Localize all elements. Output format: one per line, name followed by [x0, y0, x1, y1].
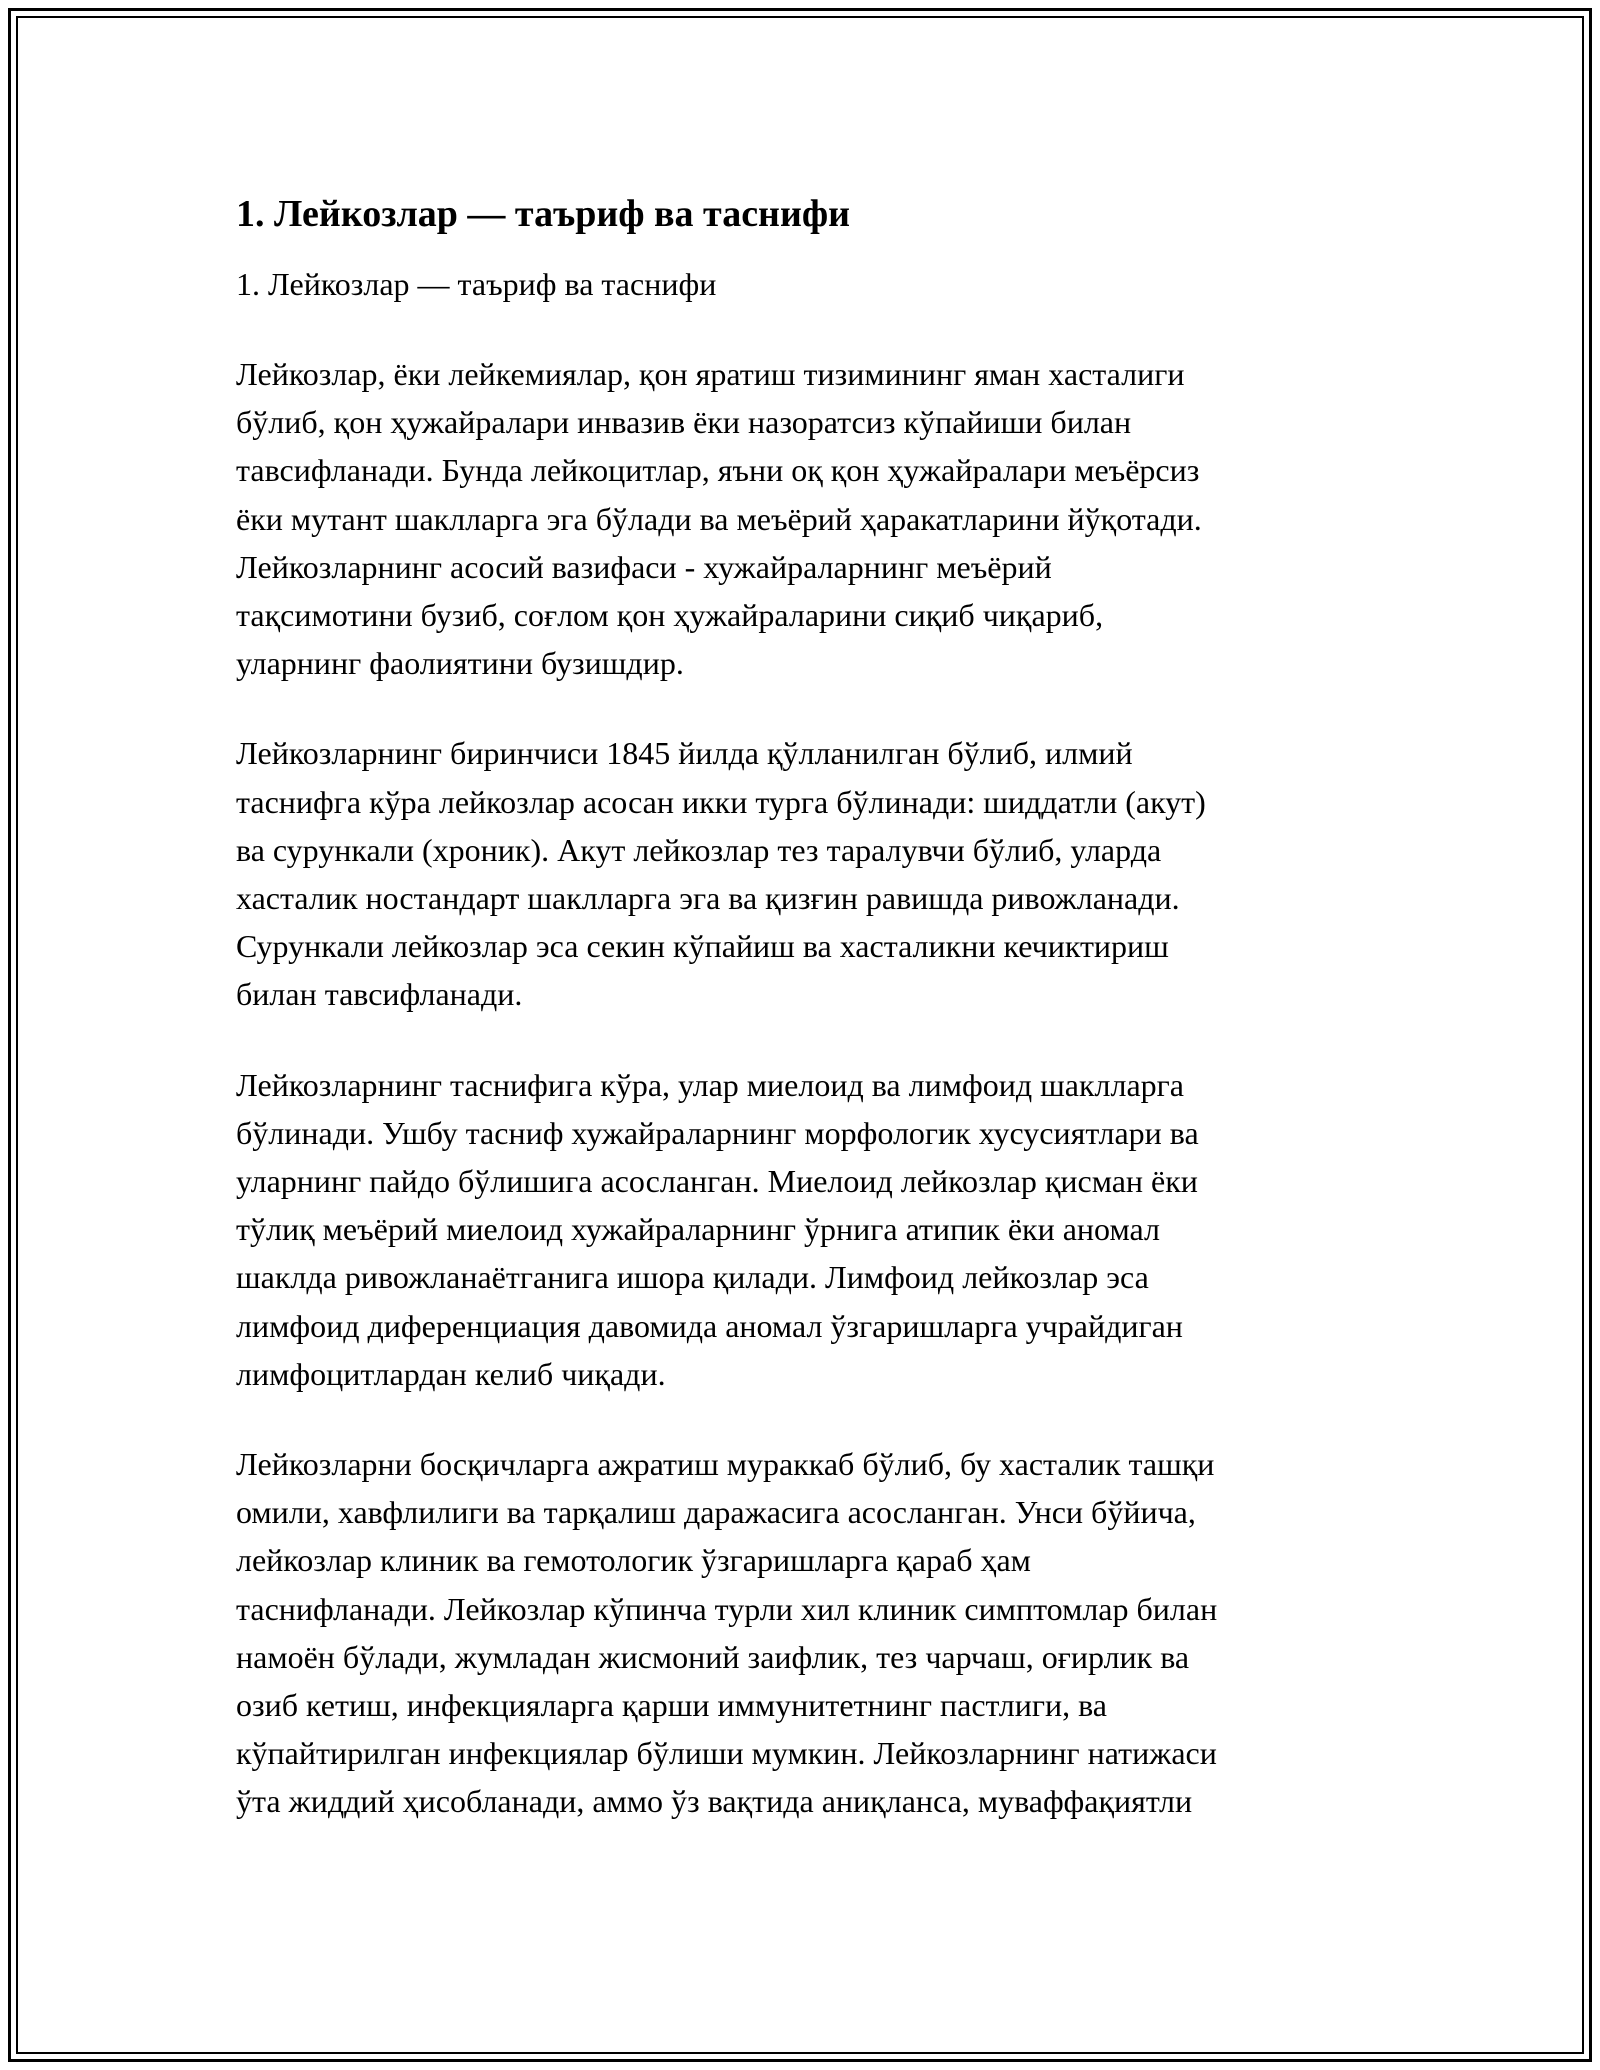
paragraph-stages: Лейкозларни босқичларга ажратиш мураккаб бўлиб, бу хасталик ташқи омили, хавфлилиги ва тарқалиш даражасига асосланган. Унси бўйича, лейкозлар клиник ва гемотологик ўзгаришларга қараб ҳам таснифланади. Лейкозлар кўпинча турли хил клиник симптомлар билан намоён бўлади, жумладан жисмоний заифлик, тез чарчаш, оғирлик ва озиб кетиш, инфекцияларга қарши иммунитетнинг пастлиги, ва кўпайтирилган инфекциялар бўлиши мумкин. Лейкозларнинг натижаси ўта жиддий ҳисобланади, аммо ўз вақтида аниқланса, муваффақиятли	[236, 1446, 1218, 1820]
section-subheading: 1. Лейкозлар — таъриф ва таснифи	[236, 266, 717, 302]
paragraph-classification: Лейкозларнинг таснифига кўра, улар миелоид ва лимфоид шаклларга бўлинади. Ушбу тасниф хужайраларнинг морфологик хусусиятлари ва уларнинг пайдо бўлишига асосланган. Миелоид лейкозлар қисман ёки тўлиқ меъёрий миелоид хужайраларнинг ўрнига атипик ёки аномал шаклда ривожланаётганига ишора қилади. Лимфоид лейкозлар эса лимфоид диференциация давомида аномал ўзгаришларга учрайдиган лимфоцитлардан келиб чиқади.	[236, 1066, 1199, 1392]
section-heading: 1. Лейкозлар — таъриф ва таснифи	[236, 193, 851, 235]
paragraph-types: Лейкозларнинг биринчиси 1845 йилда қўлланилган бўлиб, илмий таснифга кўра лейкозлар асосан икки турга бўлинади: шиддатли (акут) ва сурункали (хроник). Акут лейкозлар тез таралувчи бўлиб, уларда хасталик ностандарт шаклларга эга ва қизғин равишда ривожланади. Сурункали лейкозлар эса секин кўпайиш ва хасталикни кечиктириш билан тавсифланади.	[236, 735, 1206, 1013]
paragraph-definition: Лейкозлар, ёки лейкемиялар, қон яратиш тизимининг яман хасталиги бўлиб, қон ҳужайралари инвазив ёки назоратсиз кўпайиши билан тавсифланади. Бунда лейкоцитлар, яъни оқ қон ҳужайралари меъёрсиз ёки мутант шаклларга эга бўлади ва меъёрий ҳаракатларини йўқотади. Лейкозларнинг асосий вазифаси - хужайраларнинг меъёрий тақсимотини бузиб, соғлом қон ҳужайраларини сиқиб чиқариб, уларнинг фаолиятини бузишдир.	[236, 356, 1202, 682]
document-body	[236, 186, 1386, 1826]
